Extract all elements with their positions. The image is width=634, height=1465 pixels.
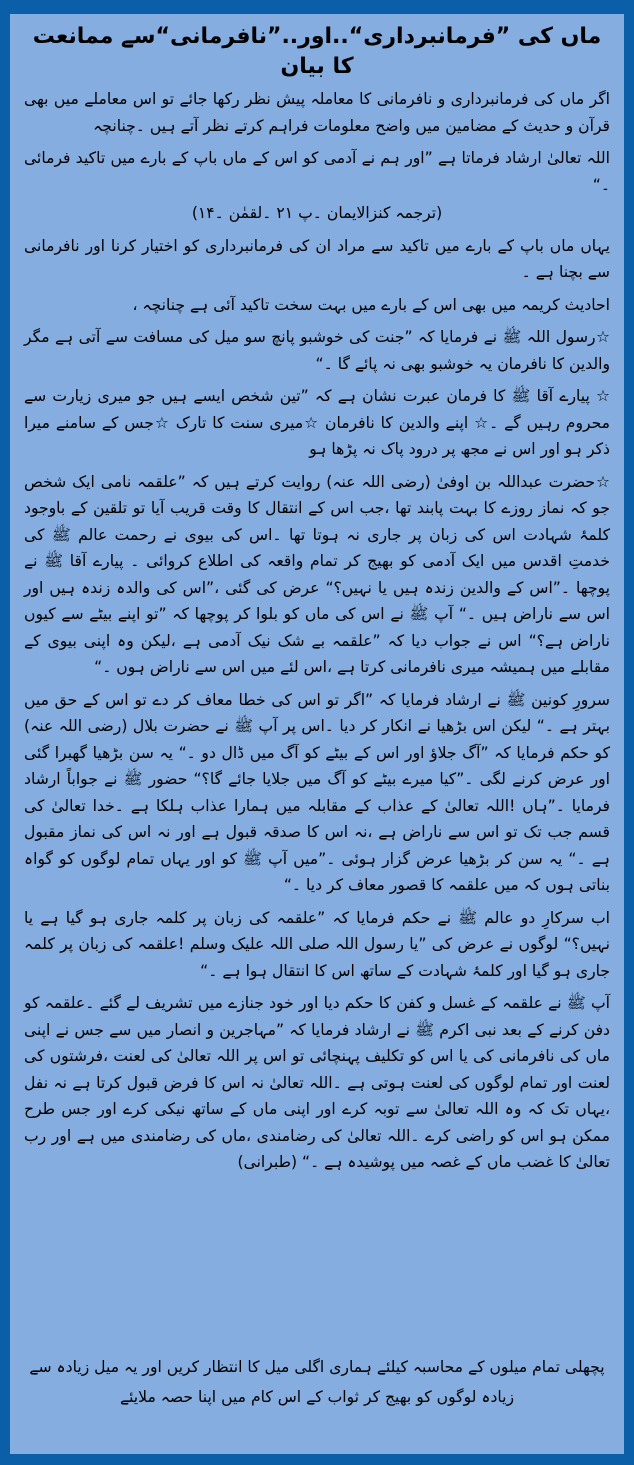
article-body xyxy=(24,86,610,1176)
article-panel xyxy=(10,14,624,1454)
paragraph-hadith-jannah: ☆رسول اللہ ﷺ نے فرمایا کہ ”جنت کی خوشبو پانچ سو میل کی مسافت سے آتی ہے مگر والدین کا نافرمان یہ خوشبو بھی نہ پائے گا ۔“ xyxy=(24,328,610,373)
paragraph-prophet-command: سرورِ کونین ﷺ نے ارشاد فرمایا کہ ”اگر تو اس کی خطا معاف کر دے تو اس کے حق میں بہتر ہے ۔“ لیکن اس بڑھیا نے انکار کر دیا ۔اس پر آپ ﷺ نے حضرت بلال (رضی اللہ عنہ) کو حکم فرمایا کہ ”آگ جلاؤ اور اس کے بیٹے کو آگ میں ڈال دو ۔“ یہ سن بڑھیا گھبرا گئی اور عرض کرنے لگی ۔”کیا میرے بیٹے کو آگ میں جلایا جائے گا؟“ حضور ﷺ نے جواباً ارشاد فرمایا ۔”ہاں !اللہ تعالیٰ کے عذاب کے مقابلہ میں ہمارا عذاب ہلکا ہے ۔خدا تعالیٰ کی قسم جب تک تو اس سے ناراض ہے ،نہ اس کا صدقہ قبول ہے اور نہ اس کی نماز مقبول ہے ۔“ یہ سن کر بڑھیا عرض گزار ہوئی ۔”میں آپ ﷺ کو اور یہاں تمام لوگوں کو گواہ بناتی ہوں کہ میں علقمہ کا قصور معاف کر دیا ۔“ xyxy=(24,690,610,894)
paragraph-quran-verse: اللہ تعالیٰ ارشاد فرماتا ہے ”اور ہم نے آدمی کو اس کے ماں باپ کے بارے میں تاکید فرمائی ۔“ xyxy=(24,149,610,194)
paragraph-alqamah-story: ☆حضرت عبداللہ بن اوفیٰ (رضی اللہ عنہ) روایت کرتے ہیں کہ ”علقمہ نامی ایک شخص جو کہ نماز روزے کا بہت پابند تھا ،جب اس کے انتقال کا وقت قریب آیا تو تلقین کے باوجود کلمۂ شہادت اس کی زبان پر جاری نہ ہوتا تھا ۔اس کی بیوی نے رحمت عالم ﷺ کی خدمتِ اقدس میں ایک آدمی کو بھیج کر تمام واقعہ کی اطلاع کروائی ۔ پیارے آقا ﷺ نے پوچھا ۔”اس کے والدین زندہ ہیں یا نہیں؟“ عرض کی گئی ،”اس کی والدہ زندہ ہیں اور اس سے ناراض ہیں ۔“ آپ ﷺ نے اس کی ماں کو بلوا کر پوچھا کہ ”تو اپنے بیٹے سے کیوں ناراض ہے؟“ اس نے جواب دیا کہ ”علقمہ بے شک نیک آدمی ہے ،لیکن وہ اپنی بیوی کے مقابلے میں ہمیشہ میری نافرمانی کرتا ہے ،اس لئے میں اس سے ناراض ہوں ۔“ xyxy=(24,472,610,676)
paragraph-hadith-three: ☆ پیارے آقا ﷺ کا فرمان عبرت نشان ہے کہ ”تین شخص ایسے ہیں جو میری زیارت سے محروم رہیں گے ۔☆ اپنے والدین کا نافرمان ☆میری سنت کا تارک ☆جس کے سامنے میرا ذکر ہو اور اس نے مجھ پر درود پاک نہ پڑھا ہو xyxy=(24,387,610,458)
footer-note: پچھلی تمام میلوں کے محاسبہ کیلئے ہماری اگلی میل کا انتظار کریں اور یہ میل زیادہ سے زیادہ لوگوں کو بھیج کر ثواب کے اس کام میں اپنا حصہ ملایئے xyxy=(29,1358,605,1406)
paragraph-kalimah: اب سرکارِ دو عالم ﷺ نے حکم فرمایا کہ ”علقمہ کی زبان پر کلمہ جاری ہو گیا ہے یا نہیں؟“ لوگوں نے عرض کی ”یا رسول اللہ صلی اللہ علیک وسلم !علقمہ کی زبان پر کلمہ جاری ہو گیا اور کلمۂ شہادت کے ساتھ اس کا انتقال ہوا ہے ۔“ xyxy=(24,908,610,980)
paragraph-hadith-intro: احادیث کریمہ میں بھی اس کے بارے میں بہت سخت تاکید آئی ہے چنانچہ ، xyxy=(132,295,610,314)
verse-reference: (ترجمہ کنزالایمان ۔پ ۲۱ ۔لقمٰن ۔۱۴) xyxy=(191,204,443,222)
paragraph-explanation: یہاں ماں باپ کے بارے میں تاکید سے مراد ان کی فرمانبرداری کو اختیار کرنا اور نافرمانی سے بچنا ہے ۔ xyxy=(24,236,610,281)
article-title: ماں کی ”فرمانبرداری“..اور..”نافرمانی“سے ممانعت کا بیان xyxy=(32,24,602,79)
paragraph-intro: اگر ماں کی فرمانبرداری و نافرمانی کا معاملہ پیش نظر رکھا جائے تو اس معاملے میں بھی قرآن و حدیث کے مضامین میں واضح معلومات فراہم کرتے نظر آتے ہیں ۔چنانچہ xyxy=(24,90,610,135)
paragraph-conclusion: آپ ﷺ نے علقمہ کے غسل و کفن کا حکم دیا اور خود جنازے میں تشریف لے گئے ۔علقمہ کو دفن کرنے کے بعد نبی اکرم ﷺ نے ارشاد فرمایا کہ ”مہاجرین و انصار میں سے جس نے اپنی ماں کی نافرمانی کی یا اس کو تکلیف پہنچائی تو اس پر اللہ تعالیٰ کی لعنت ،فرشتوں کی لعنت اور تمام لوگوں کی لعنت ہوتی ہے ۔اللہ تعالیٰ نہ اس کا فرض قبول کرتا ہے نہ نفل ،یہاں تک کہ وہ اللہ تعالیٰ سے توبہ کرے اور اپنی ماں کے ساتھ نیکی کرے اور جس طرح ممکن ہو اس کو راضی کرے ۔اللہ تعالیٰ کی رضامندی ،ماں کی رضامندی میں ہے اور رب تعالیٰ کا غضب ماں کے غصہ میں پوشیدہ ہے ۔“ (طبرانی) xyxy=(24,994,610,1171)
